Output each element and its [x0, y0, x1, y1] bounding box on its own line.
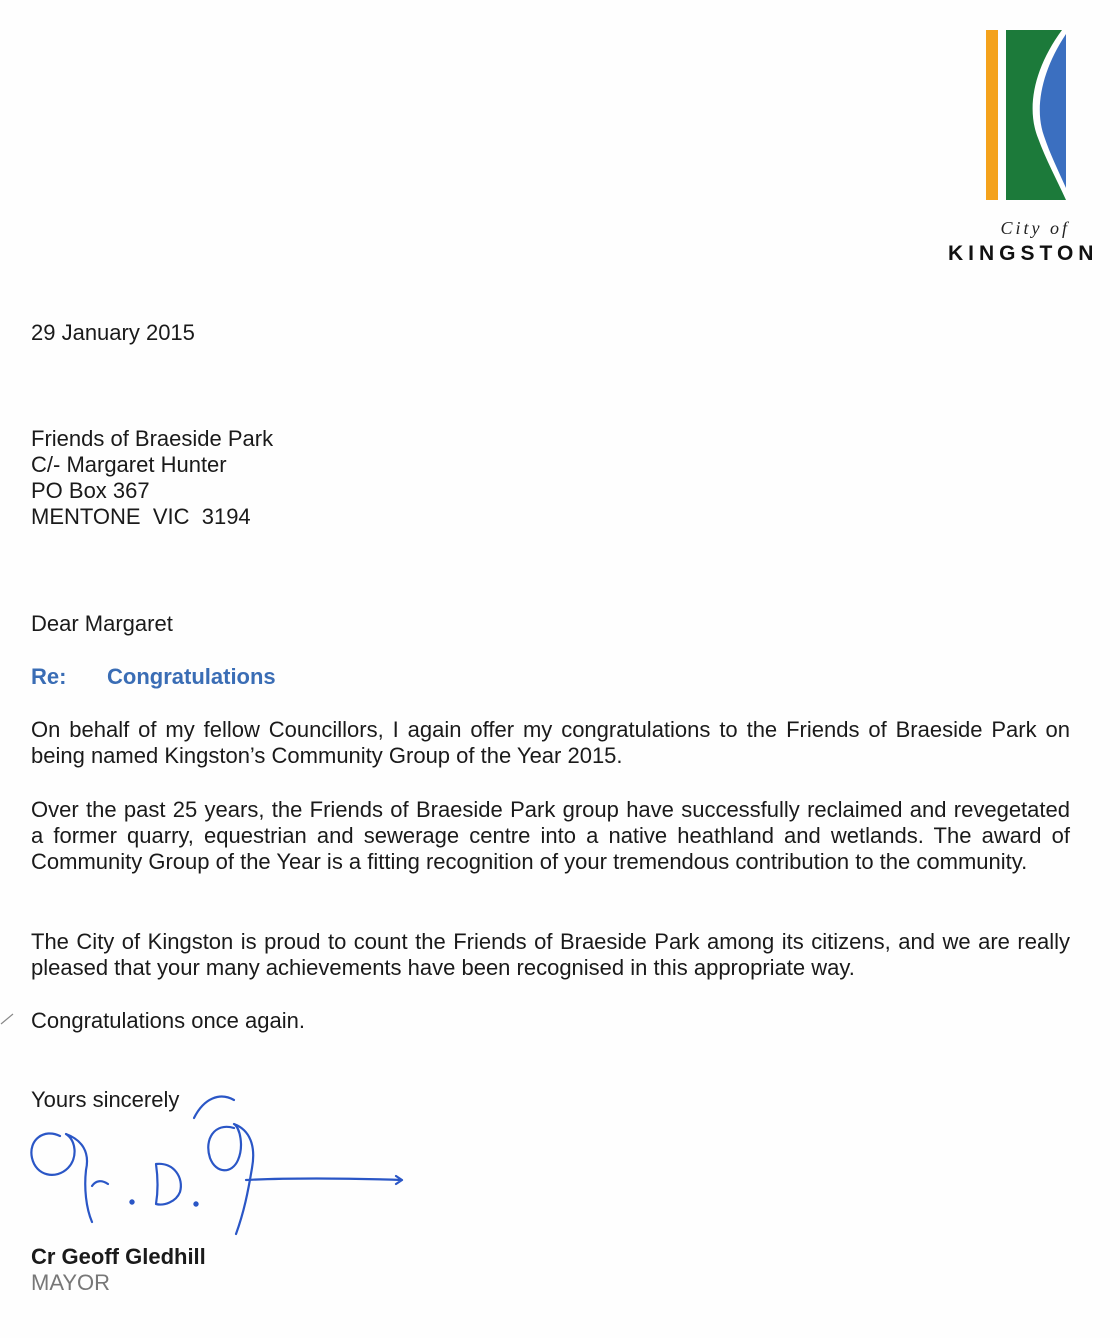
salutation: Dear Margaret	[31, 611, 173, 636]
body-paragraph: Congratulations once again.	[31, 1008, 305, 1033]
subject-text: Congratulations	[107, 664, 276, 689]
closing: Yours sincerely	[31, 1087, 180, 1112]
recipient-line: C/- Margaret Hunter	[31, 452, 227, 477]
signer-name: Cr Geoff Gledhill	[31, 1244, 206, 1269]
handwritten-signature	[24, 1088, 414, 1248]
recipient-address	[31, 426, 273, 530]
recipient-line: Friends of Braeside Park	[31, 426, 274, 451]
body-paragraph: On behalf of my fellow Councillors, I again offer my congratulations to the Friends of Braeside Park on being named Kingston’s Community Group of the Year 2015.	[31, 717, 1070, 768]
letter-date: 29 January 2015	[31, 320, 195, 345]
logo-city-of: City of	[1000, 218, 1070, 238]
recipient-line: MENTONE VIC 3194	[31, 504, 251, 529]
kingston-logo-icon	[986, 28, 1072, 204]
logo-city-name: KINGSTON	[948, 242, 1099, 265]
signer-title: MAYOR	[31, 1270, 111, 1295]
recipient-line: PO Box 367	[31, 478, 150, 503]
body-paragraph: Over the past 25 years, the Friends of Braeside Park group have successfully reclaimed and revegetated a former quarry, equestrian and sewerage centre into a native heathland and wetlands. The award of Community Group of the Year is a fitting recognition of your tremendous contribution to the community.	[31, 797, 1070, 874]
city-logo	[940, 28, 1110, 268]
logo-orange-bar	[986, 30, 998, 200]
margin-tick-mark	[0, 1010, 14, 1026]
subject-label: Re:	[31, 664, 67, 689]
body-paragraph: The City of Kingston is proud to count the Friends of Braeside Park among its citizens, and we are really pleased that your many achievements have been recognised in this appropriate way.	[31, 929, 1070, 980]
